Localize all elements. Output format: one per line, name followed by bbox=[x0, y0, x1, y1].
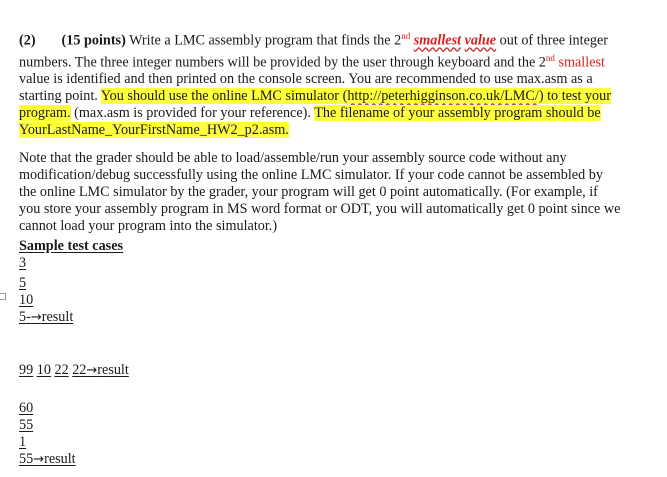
starting-point-text: starting point. bbox=[19, 88, 98, 105]
case2-result-num: 22 bbox=[72, 362, 87, 378]
simulator-instruction bbox=[101, 88, 611, 104]
case1-input-1: 3 bbox=[19, 255, 27, 271]
result-word: result bbox=[41, 309, 74, 325]
case1-result-num: 5 bbox=[19, 309, 27, 325]
problem-paragraph bbox=[19, 28, 649, 139]
problem-points: (15 points) bbox=[61, 32, 126, 49]
problem-number: (2) bbox=[19, 32, 36, 49]
max-asm-note: (max.asm is provided for your reference). bbox=[74, 105, 311, 122]
note-line-4: you store your assembly program in MS word format or ODT, you will automatically get 0 point since we bbox=[19, 201, 621, 217]
intro-text-2: out of three integer bbox=[499, 32, 608, 49]
test-cases-heading-block bbox=[19, 238, 123, 255]
filename: YourLastName_YourFirstName_HW2_p2.asm. bbox=[19, 122, 289, 139]
test-case-1 bbox=[19, 255, 73, 326]
note-paragraph bbox=[19, 150, 649, 235]
problem-line-4 bbox=[19, 88, 649, 105]
case2-input-3: 22 bbox=[54, 362, 69, 378]
filename-instruction: The filename of your assembly program should be bbox=[314, 105, 601, 122]
value-word: value bbox=[464, 32, 497, 49]
intro-text: Write a LMC assembly program that finds the 2 bbox=[129, 32, 402, 49]
simulator-instruction-text: You should use the online LMC simulator ( bbox=[100, 88, 348, 105]
program-word: program. bbox=[19, 105, 71, 122]
arrow-icon: → bbox=[86, 363, 98, 378]
note-line-1: Note that the grader should be able to load/assemble/run your assembly source code without any bbox=[19, 150, 567, 166]
simulator-link[interactable]: http://peterhigginson.co.uk/LMC/ bbox=[347, 88, 539, 105]
problem-line-1 bbox=[19, 28, 649, 50]
case3-input-2: 55 bbox=[19, 417, 34, 433]
result-word: result bbox=[44, 451, 76, 467]
case3-input-1: 60 bbox=[19, 400, 34, 416]
case3-result bbox=[19, 451, 76, 468]
margin-marker bbox=[0, 293, 6, 300]
case2-line bbox=[19, 362, 129, 379]
nd-superscript-2: nd bbox=[545, 52, 555, 63]
nd-superscript: nd bbox=[401, 31, 411, 41]
case1-input-2: 5 bbox=[19, 275, 27, 291]
problem-line-2-text: numbers. The three integer numbers will be provided by the user through keyboard and the 2 bbox=[19, 54, 546, 71]
case3-result-num: 55 bbox=[19, 451, 34, 467]
simulator-instruction-end: ) to test your bbox=[538, 88, 611, 105]
case2-input-1: 99 bbox=[19, 362, 34, 378]
problem-line-6 bbox=[19, 122, 649, 139]
test-case-2 bbox=[19, 362, 129, 379]
result-word: result bbox=[97, 362, 129, 378]
problem-line-3: value is identified and then printed on the console screen. You are recommended to use max.asm as a bbox=[19, 71, 593, 88]
note-line-5: cannot load your program into the simulator.) bbox=[19, 218, 278, 234]
smallest-word-2: smallest bbox=[558, 54, 605, 71]
case1-result-sep: - bbox=[26, 309, 31, 325]
test-cases-heading: Sample test cases bbox=[19, 238, 124, 254]
note-line-2: modification/debug successfully using the online LMC simulator. If your code cannot be assembled by bbox=[19, 167, 603, 183]
case3-input-3: 1 bbox=[19, 434, 27, 450]
arrow-icon: → bbox=[33, 452, 45, 467]
problem-line-2 bbox=[19, 50, 649, 72]
smallest-word: smallest bbox=[413, 32, 462, 49]
test-case-3 bbox=[19, 400, 76, 468]
case1-result bbox=[19, 309, 73, 326]
arrow-icon: → bbox=[30, 310, 42, 325]
problem-line-5 bbox=[19, 105, 649, 122]
case1-input-3: 10 bbox=[19, 292, 34, 308]
case2-input-2: 10 bbox=[36, 362, 51, 378]
note-line-3: the online LMC simulator by the grader, your program will get 0 point automatically. (For example, if bbox=[19, 184, 598, 200]
